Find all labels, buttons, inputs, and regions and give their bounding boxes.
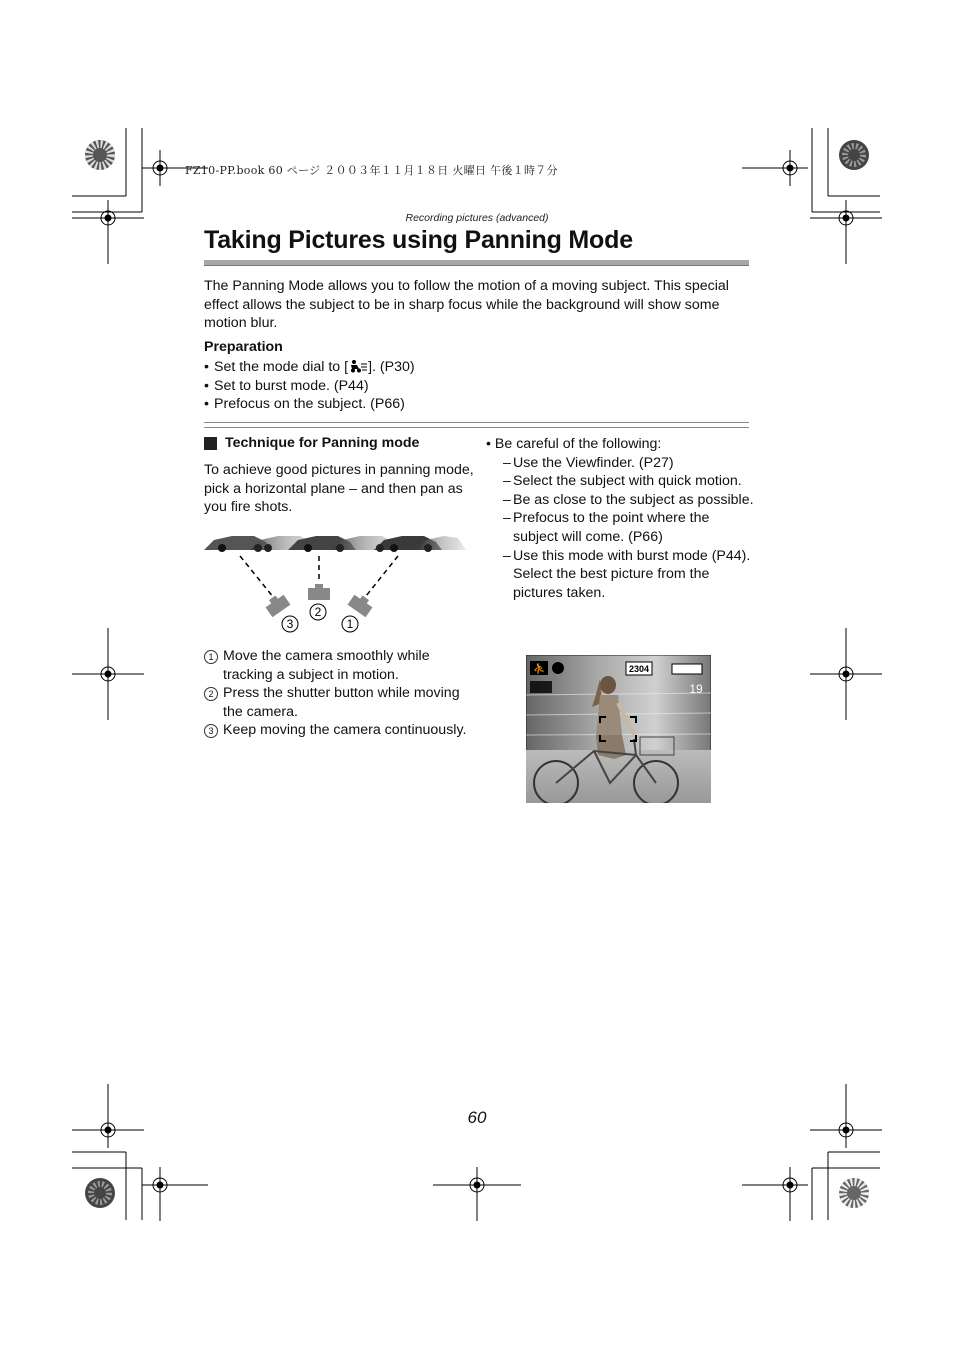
list-item: 1 Move the camera smoothly while tracking a subject in motion.: [204, 647, 474, 684]
preparation-list: [204, 358, 744, 414]
list-item: – Prefocus to the point where the subject will come. (P66): [503, 509, 756, 546]
flash-off-icon: [552, 662, 564, 674]
page-title: Taking Pictures using Panning Mode: [204, 226, 633, 254]
camera-screen-photo: [526, 655, 711, 803]
list-item: – Select the subject with quick motion.: [503, 472, 756, 491]
section-divider: [204, 422, 749, 428]
diagram-number-1: 1: [346, 617, 354, 631]
sightline-1: [366, 556, 398, 596]
registration-rosette-bl: [85, 1178, 115, 1208]
list-item: 2 Press the shutter button while moving the camera.: [204, 684, 474, 721]
page-number: 60: [467, 1108, 487, 1127]
list-item: 3 Keep moving the camera continuously.: [204, 721, 474, 740]
preparation-item: • Set the mode dial to [ ]. (P30): [204, 358, 744, 377]
camera-position-1: [348, 591, 375, 617]
list-item: – Be as close to the subject as possible.: [503, 491, 756, 510]
caution-lead: • Be careful of the following:: [486, 435, 756, 454]
registration-rosette-br: [839, 1178, 869, 1208]
crop-corner-top-left: [72, 128, 142, 212]
registration-rosette-tr: [839, 140, 869, 170]
list-item: – Use this mode with burst mode (P44). Select the best picture from the pictures taken.: [503, 547, 756, 603]
section-label: Recording pictures (advanced): [405, 212, 549, 224]
diagram-number-3: 3: [286, 617, 294, 631]
preparation-item: • Prefocus on the subject. (P66): [204, 395, 744, 414]
panning-mode-icon: [348, 359, 368, 373]
sightline-3: [240, 556, 274, 598]
caution-list: [486, 435, 756, 602]
technique-text: To achieve good pictures in panning mode, pick a horizontal plane – and then pan as you fire shots.: [204, 462, 474, 516]
camera-position-2: [308, 584, 330, 600]
registration-rosette-tl: [85, 140, 115, 170]
resolution-value: 2304: [628, 664, 650, 674]
crop-corner-top-right: [812, 128, 880, 212]
preparation-heading: Preparation: [204, 339, 283, 355]
remaining-shots: 19: [689, 682, 703, 696]
technique-heading: Technique for Panning mode: [204, 435, 419, 451]
square-bullet-icon: [204, 437, 217, 450]
svg-text:⛹: ⛹: [533, 664, 546, 675]
preparation-item: • Set to burst mode. (P44): [204, 377, 744, 396]
technique-steps: [204, 647, 474, 740]
diagram-number-2: 2: [314, 605, 322, 619]
camera-position-3: [263, 591, 290, 617]
car-row: [204, 536, 466, 552]
battery-icon: [672, 664, 702, 674]
title-rule: [204, 260, 749, 266]
intro-paragraph: The Panning Mode allows you to follow the motion of a moving subject. This special effect allows the subject to be in sharp focus while the background will show some motion blur.: [204, 278, 729, 332]
list-item: – Use the Viewfinder. (P27): [503, 454, 756, 473]
print-header: FZ10-PP.book 60 ページ ２００３年１１月１８日 火曜日 午後１時７分: [185, 164, 558, 177]
panning-diagram: [202, 528, 468, 638]
